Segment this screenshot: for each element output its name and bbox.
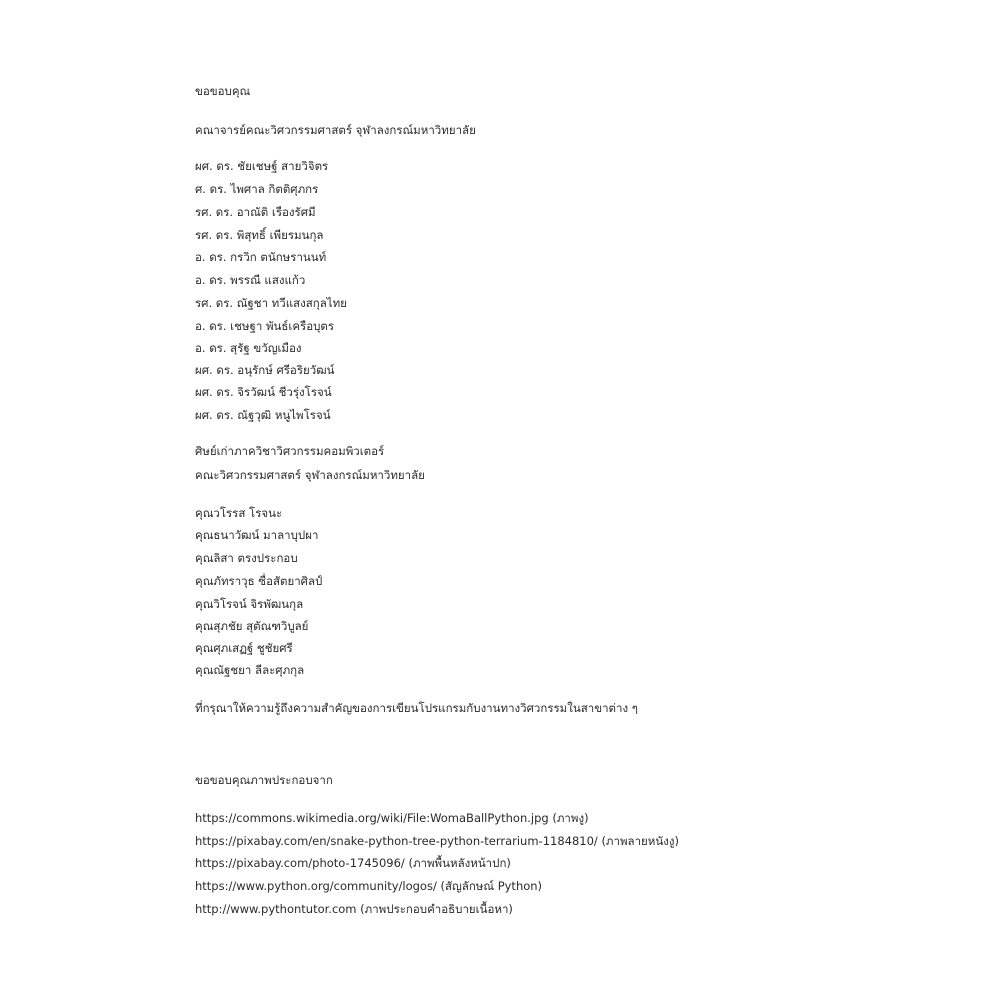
faculty-name: รศ. ดร. ณัฐชา ทวีแสงสกุลไทย — [195, 296, 347, 310]
alumni-name: คุณวิโรจน์ จิรพัฒนกุล — [195, 597, 304, 611]
faculty-name: ผศ. ดร. จิรวัฒน์ ชีวรุ่งโรจน์ — [195, 385, 332, 399]
faculty-name: ศ. ดร. ไพศาล กิตติศุภกร — [195, 182, 319, 196]
alumni-group-subtitle: คณะวิศวกรรมศาสตร์ จุฬาลงกรณ์มหาวิทยาลัย — [195, 468, 425, 482]
faculty-name: ผศ. ดร. อนุรักษ์ ศรีอริยวัฒน์ — [195, 363, 335, 377]
alumni-group-title: ศิษย์เก่าภาควิชาวิศวกรรมคอมพิวเตอร์ — [195, 444, 385, 458]
credits-title: ขอขอบคุณภาพประกอบจาก — [195, 773, 333, 787]
credit-item: http://www.pythontutor.com (ภาพประกอบคำอธิบายเนื้อหา) — [195, 902, 513, 916]
faculty-name: รศ. ดร. อาณัติ เรืองรัศมี — [195, 205, 316, 219]
credit-item: https://pixabay.com/photo-1745096/ (ภาพพื้นหลังหน้าปก) — [195, 856, 511, 870]
credit-item: https://pixabay.com/en/snake-python-tree-python-terrarium-1184810/ (ภาพลายหนังงู) — [195, 834, 679, 848]
faculty-name: ผศ. ดร. ณัฐวุฒิ หนูไพโรจน์ — [195, 408, 331, 422]
alumni-name: คุณธนาวัฒน์ มาลาบุปผา — [195, 528, 319, 542]
page-heading: ขอขอบคุณ — [195, 84, 251, 98]
faculty-name: อ. ดร. สุรัฐ ขวัญเมือง — [195, 341, 302, 355]
alumni-name: คุณภัทราวุธ ซื่อสัตยาศิลป์ — [195, 574, 323, 588]
alumni-name: คุณสุภชัย สุตัณฑวิบูลย์ — [195, 619, 309, 633]
faculty-name: อ. ดร. เชษฐา พันธ์เครือบุตร — [195, 319, 335, 333]
faculty-name: อ. ดร. กรวิก ตนักษรานนท์ — [195, 250, 327, 264]
credit-item: https://commons.wikimedia.org/wiki/File:WomaBallPython.jpg (ภาพงู) — [195, 811, 589, 825]
faculty-name: อ. ดร. พรรณี แสงแก้ว — [195, 273, 306, 287]
closing-sentence: ที่กรุณาให้ความรู้ถึงความสำคัญของการเขียนโปรแกรมกับงานทางวิศวกรรมในสาขาต่าง ๆ — [195, 701, 638, 715]
alumni-name: คุณศุภเสฏฐ์ ชูชัยศรี — [195, 641, 293, 655]
alumni-name: คุณวโรรส โรจนะ — [195, 506, 283, 520]
credit-item: https://www.python.org/community/logos/ (สัญลักษณ์ Python) — [195, 879, 543, 893]
alumni-name: คุณลิสา ตรงประกอบ — [195, 551, 298, 565]
alumni-name: คุณณัฐชยา ลีละศุภกุล — [195, 663, 305, 677]
faculty-group-title: คณาจารย์คณะวิศวกรรมศาสตร์ จุฬาลงกรณ์มหาวิทยาลัย — [195, 123, 476, 137]
faculty-name: รศ. ดร. พิสุทธิ์ เพียรมนกุล — [195, 228, 324, 242]
faculty-name: ผศ. ดร. ชัยเชษฐ์ สายวิจิตร — [195, 159, 329, 173]
